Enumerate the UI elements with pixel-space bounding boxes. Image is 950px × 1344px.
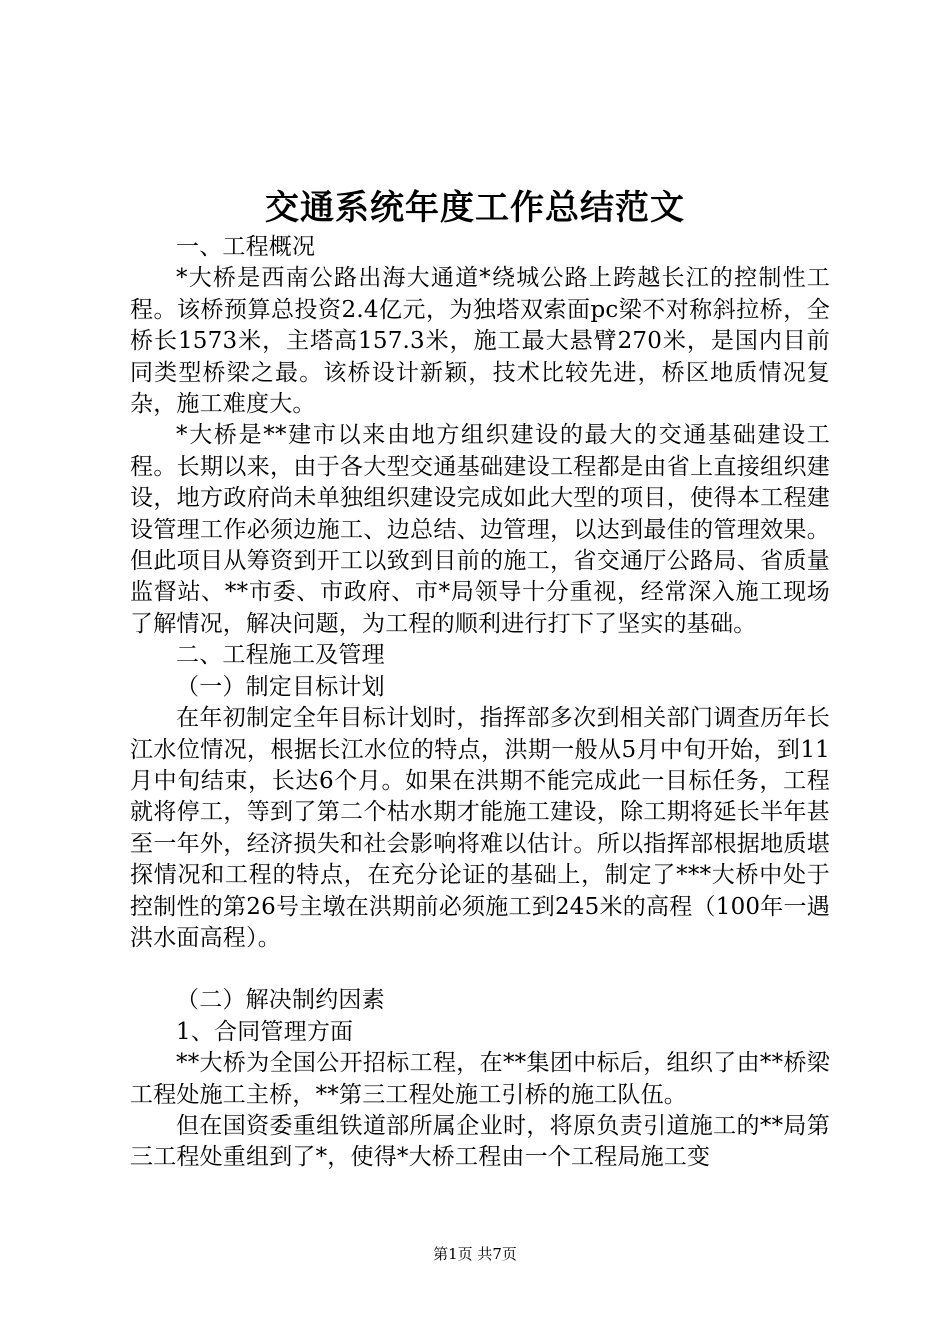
section-heading-construction: 二、工程施工及管理: [176, 642, 385, 669]
document-title: 交通系统年度工作总结范文: [265, 188, 685, 228]
section-heading-overview: 一、工程概况: [176, 234, 316, 260]
item-heading-contract-management: 1、合同管理方面: [176, 1018, 354, 1045]
paragraph-contract-bidding: **大桥为全国公开招标工程，在**集团中标后，组织了由**桥梁工程处施工主桥，**第三工程处施工引桥的施工队伍。: [130, 1050, 830, 1108]
subsection-heading-target-plan: （一）制定目标计划: [176, 673, 385, 700]
paragraph-restructuring: 但在国资委重组铁道部所属企业时，将原负责引道施工的**局第三工程处重组到了*，使得*大桥工程由一个工程局施工变: [130, 1112, 830, 1171]
page-footer: 第1页 共7页: [433, 1245, 517, 1263]
document-body: [130, 232, 830, 1174]
paragraph-target-plan: 在年初制定全年目标计划时，指挥部多次到相关部门调查历年长江水位情况，根据长江水位的特点，洪期一般从5月中旬开始，到11月中旬结束，长达6个月。如果在洪期不能完成此一目标任务，工程就将停工，等到了第二个枯水期才能施工建设，除工期将延长半年甚至一年外，经济损失和社会影响将难以估计。所以指挥部根据地质堪探情况和工程的特点，在充分论证的基础上，制定了***大桥中处于控制性的第26号主墩在洪期前必须施工到245米的高程（100年一遇洪水面高程）。: [130, 705, 830, 951]
paragraph-bridge-intro: *大桥是西南公路出海大通道*绕城公路上跨越长江的控制性工程。该桥预算总投资2.4亿元，为独塔双索面pc梁不对称斜拉桥，全桥长1573米，主塔高157.3米，施工最大悬臂270米，是国内目前同类型桥梁之最。该桥设计新颖，技术比较先进，桥区地质情况复杂，施工难度大。: [130, 265, 830, 418]
paragraph-bridge-significance: *大桥是**建市以来由地方组织建设的最大的交通基础建设工程。长期以来，由于各大型交通基础建设工程都是由省上直接组织建设，地方政府尚未单独组织建设完成如此大型的项目，使得本工程建设管理工作必须边施工、边总结、边管理，以达到最佳的管理效果。但此项目从筹资到开工以致到目前的施工，省交通厅公路局、省质量监督站、**市委、市政府、市*局领导十分重视，经常深入施工现场了解情况，解决问题，为工程的顺利进行打下了坚实的基础。: [130, 422, 830, 637]
subsection-heading-constraints: （二）解决制约因素: [176, 987, 385, 1014]
